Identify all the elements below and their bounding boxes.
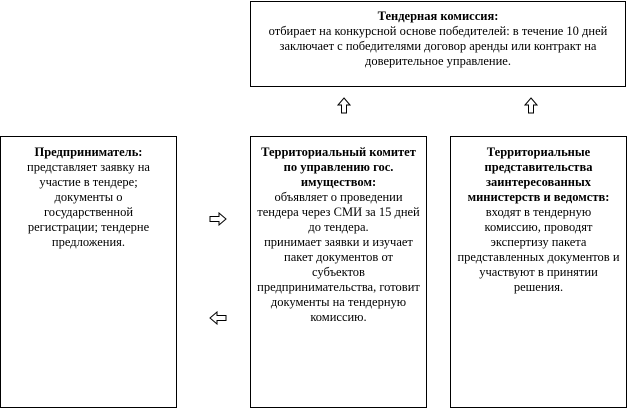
entrepreneur-title: Предприниматель: [34, 145, 143, 159]
territorial-committee-box [250, 136, 427, 408]
territorial-committee-text-announce: объявляет о проведении тендера через СМИ за 15 дней до тендера. [257, 190, 420, 234]
up-arrow-icon [524, 97, 538, 114]
left-arrow-icon [209, 311, 227, 325]
tender-commission-title: Тендерная комиссия: [377, 9, 499, 23]
tender-commission-text: отбирает на конкурсной основе победителей: в течение 10 дней заключает с победителями договор аренды или контракт на доверительное управление. [268, 24, 608, 68]
ministries-representation-text: входят в тендерную комиссию, проводят экспертизу пакета представленных документов и участвуют в принятии решения. [457, 205, 620, 294]
territorial-committee-title: Территориальный комитет по управлению гос. имуществом: [261, 145, 416, 189]
right-arrow-icon [209, 212, 227, 226]
ministries-representation-box [450, 136, 627, 408]
tender-commission-box [250, 1, 626, 87]
entrepreneur-text: представляет заявку на участие в тендере; документы о государственной регистрации; тендерне предложения. [27, 160, 150, 249]
up-arrow-icon [337, 97, 351, 114]
territorial-committee-text-accept: принимает заявки и изучает пакет документов от субъектов предпринимательства, готовит документы на тендерную комиссию. [257, 235, 420, 324]
ministries-representation-title: Территориальные представительства заинтересованных министерств и ведомств: [467, 145, 610, 204]
entrepreneur-box [0, 136, 177, 408]
